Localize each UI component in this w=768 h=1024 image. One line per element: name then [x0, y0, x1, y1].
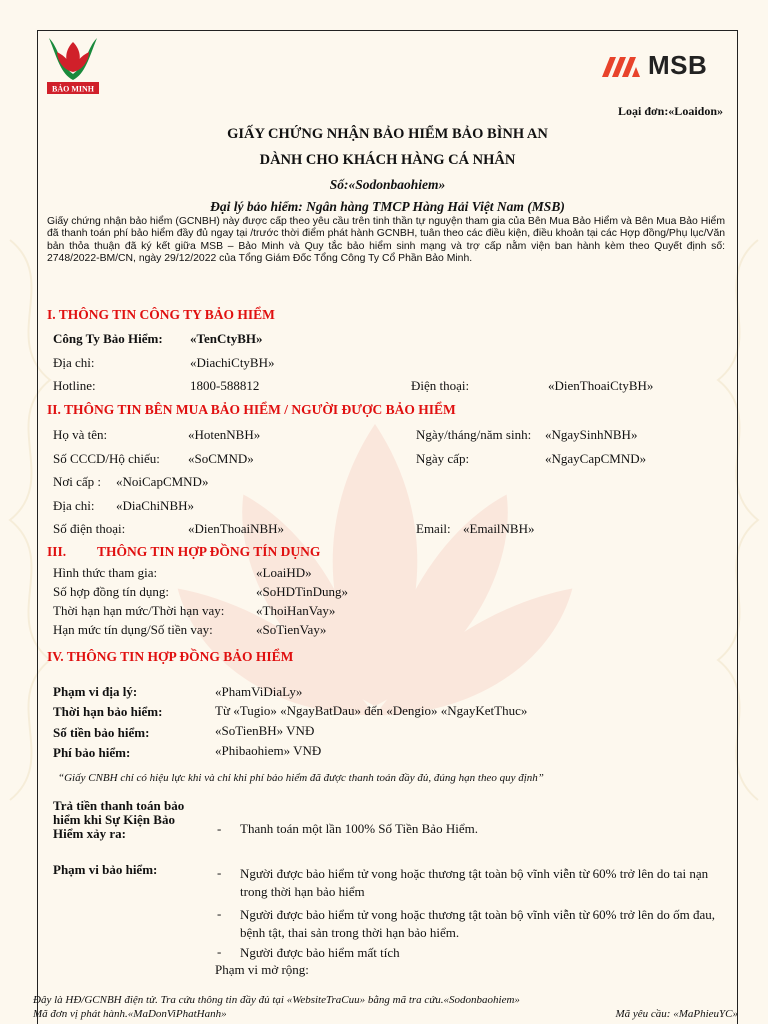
coverage-item: Người được bảo hiểm tử vong hoặc thương tật toàn bộ vĩnh viễn từ 60% trở lên do tai nạn trong thời hạn bảo hiểm: [240, 866, 709, 899]
extended-scope-label: Phạm vi mở rộng:: [215, 962, 309, 977]
bullet-dash: -: [217, 944, 222, 959]
insured-dob-value: «NgaySinhNBH»: [545, 427, 638, 442]
hotline-value: 1800-588812: [190, 378, 260, 393]
insured-issue-place-value: «NoiCapCMND»: [116, 474, 209, 489]
company-phone-value: «DienThoaiCtyBH»: [548, 378, 654, 393]
insured-name-value: «HotenNBH»: [188, 427, 261, 442]
sum-insured-label: Số tiền bảo hiểm:: [53, 725, 150, 740]
credit-row-label: Hình thức tham gia:: [53, 565, 158, 580]
payment-value: Thanh toán một lần 100% Số Tiền Bảo Hiểm.: [240, 821, 478, 836]
bao-minh-logo-text: BẢO MINH: [52, 84, 94, 94]
insured-issue-date-label: Ngày cấp:: [416, 451, 470, 466]
footer-lookup-note: Đây là HĐ/GCNBH điện tử. Tra cứu thông tin đầy đủ tại «WebsiteTraCuu» bằng mã tra cứu.«Sodonbaohiem»: [33, 994, 520, 1006]
footer-request-code: Mã yêu cầu: «MaPhieuYC»: [615, 1008, 738, 1020]
credit-row-value: «LoaiHD»: [256, 565, 312, 580]
term-value: Từ «Tugio» «NgayBatDau» đến «Dengio» «NgayKetThuc»: [215, 703, 528, 718]
section-3-number: III.: [47, 544, 67, 559]
bullet-dash: -: [217, 821, 222, 836]
section-4-heading: IV. THÔNG TIN HỢP ĐỒNG BẢO HIỂM: [47, 649, 294, 664]
company-address-value: «DiachiCtyBH»: [190, 355, 275, 370]
intro-paragraph: Giấy chứng nhận bảo hiểm (GCNBH) này được cấp theo yêu cầu trên tinh thần tự nguyện tham gia của Bên Mua Bảo Hiểm và Bên Mua Bảo Hiểm đã thanh toán phí bảo hiểm đầy đủ ngay tại /trước thời điểm phát hành GCNBH, tuân theo các điều kiện, điều khoản tại các Hợp đồng/Phụ lục/Văn bản thỏa thuận đã ký kết giữa MSB – Bảo Minh và Quy tắc bảo hiểm sinh mạng và trợ cấp nằm viện ban hành kèm theo Quyết định số: 2748/2022-BM/CN, ngày 29/12/2022 của Tổng Giám Đốc Tổng Công Ty Cổ Phần Bảo Minh.: [47, 216, 725, 265]
msb-logo: [600, 50, 707, 81]
insured-dob-label: Ngày/tháng/năm sinh:: [416, 427, 532, 442]
geo-scope-value: «PhamViDiaLy»: [215, 684, 303, 699]
bao-minh-logo: [45, 34, 101, 96]
insured-name-label: Họ và tên:: [53, 427, 108, 442]
credit-row-label: Hạn mức tín dụng/Số tiền vay:: [53, 622, 213, 637]
validity-note: “Giấy CNBH chỉ có hiệu lực khi và chỉ khi phí bảo hiểm đã được thanh toán đầy đủ, đúng hạn theo quy định”: [58, 772, 544, 784]
lotus-watermark: [140, 330, 610, 800]
insured-address-label: Địa chỉ:: [53, 498, 95, 513]
company-label: Công Ty Bảo Hiểm:: [53, 331, 163, 346]
insured-id-value: «SoCMND»: [188, 451, 254, 466]
credit-row-label: Số hợp đồng tín dụng:: [53, 584, 169, 599]
certificate-subtitle: DÀNH CHO KHÁCH HÀNG CÁ NHÂN: [259, 152, 516, 168]
geo-scope-label: Phạm vi địa lý:: [53, 684, 138, 699]
credit-row-value: «ThoiHanVay»: [256, 603, 336, 618]
insurance-agent: Đại lý bảo hiểm: Ngân hàng TMCP Hàng Hải Việt Nam (MSB): [210, 199, 565, 214]
coverage-item: Người được bảo hiểm mất tích: [240, 945, 400, 960]
section-1-heading: I. THÔNG TIN CÔNG TY BẢO HIỂM: [47, 307, 275, 322]
section-2-heading: II. THÔNG TIN BÊN MUA BẢO HIỂM / NGƯỜI ĐƯỢC BẢO HIỂM: [47, 402, 456, 417]
premium-value: «Phibaohiem» VNĐ: [215, 743, 322, 758]
insured-issue-place-label: Nơi cấp :: [53, 474, 102, 489]
certificate-number: Số:«Sodonbaohiem»: [329, 177, 446, 192]
coverage-item: Người được bảo hiểm tử vong hoặc thương tật toàn bộ vĩnh viễn từ 60% trở lên do ốm đau, bệnh tật, thai sản trong thời hạn bảo hiểm.: [240, 907, 716, 940]
insured-phone-label: Số điện thoại:: [53, 521, 126, 536]
section-3-heading: THÔNG TIN HỢP ĐỒNG TÍN DỤNG: [97, 544, 321, 559]
bullet-dash: -: [217, 906, 222, 921]
insured-email-label: Email:: [416, 521, 451, 536]
hotline-label: Hotline:: [53, 378, 96, 393]
msb-logo-text: MSB: [648, 50, 708, 80]
premium-label: Phí bảo hiểm:: [53, 745, 131, 760]
ornament-right: [698, 220, 768, 820]
term-label: Thời hạn bảo hiểm:: [53, 704, 163, 719]
company-value: «TenCtyBH»: [190, 331, 263, 346]
payment-label: Trả tiền thanh toán bảo hiểm khi Sự Kiện Bảo Hiểm xảy ra:: [53, 798, 185, 841]
footer-issuing-unit: Mã đơn vị phát hành.«MaDonViPhatHanh»: [33, 1008, 227, 1020]
insured-id-label: Số CCCD/Hộ chiếu:: [53, 451, 160, 466]
insured-address-value: «DiaChiNBH»: [116, 498, 194, 513]
sum-insured-value: «SoTienBH» VNĐ: [215, 723, 315, 738]
company-address-label: Địa chỉ:: [53, 355, 95, 370]
credit-row-value: «SoHDTinDung»: [256, 584, 348, 599]
company-phone-label: Điện thoại:: [411, 378, 470, 393]
coverage-label: Phạm vi bảo hiểm:: [53, 862, 158, 877]
insured-phone-value: «DienThoaiNBH»: [188, 521, 285, 536]
insured-email-value: «EmailNBH»: [463, 521, 535, 536]
certificate-title: GIẤY CHỨNG NHẬN BẢO HIỂM BẢO BÌNH AN: [227, 126, 548, 142]
msb-logo-mark: [600, 51, 642, 81]
policy-type: Loại đơn:«Loaidon»: [617, 104, 723, 118]
bullet-dash: -: [217, 865, 222, 880]
insured-issue-date-value: «NgayCapCMND»: [545, 451, 647, 466]
credit-row-value: «SoTienVay»: [256, 622, 327, 637]
credit-row-label: Thời hạn hạn mức/Thời hạn vay:: [53, 603, 225, 618]
